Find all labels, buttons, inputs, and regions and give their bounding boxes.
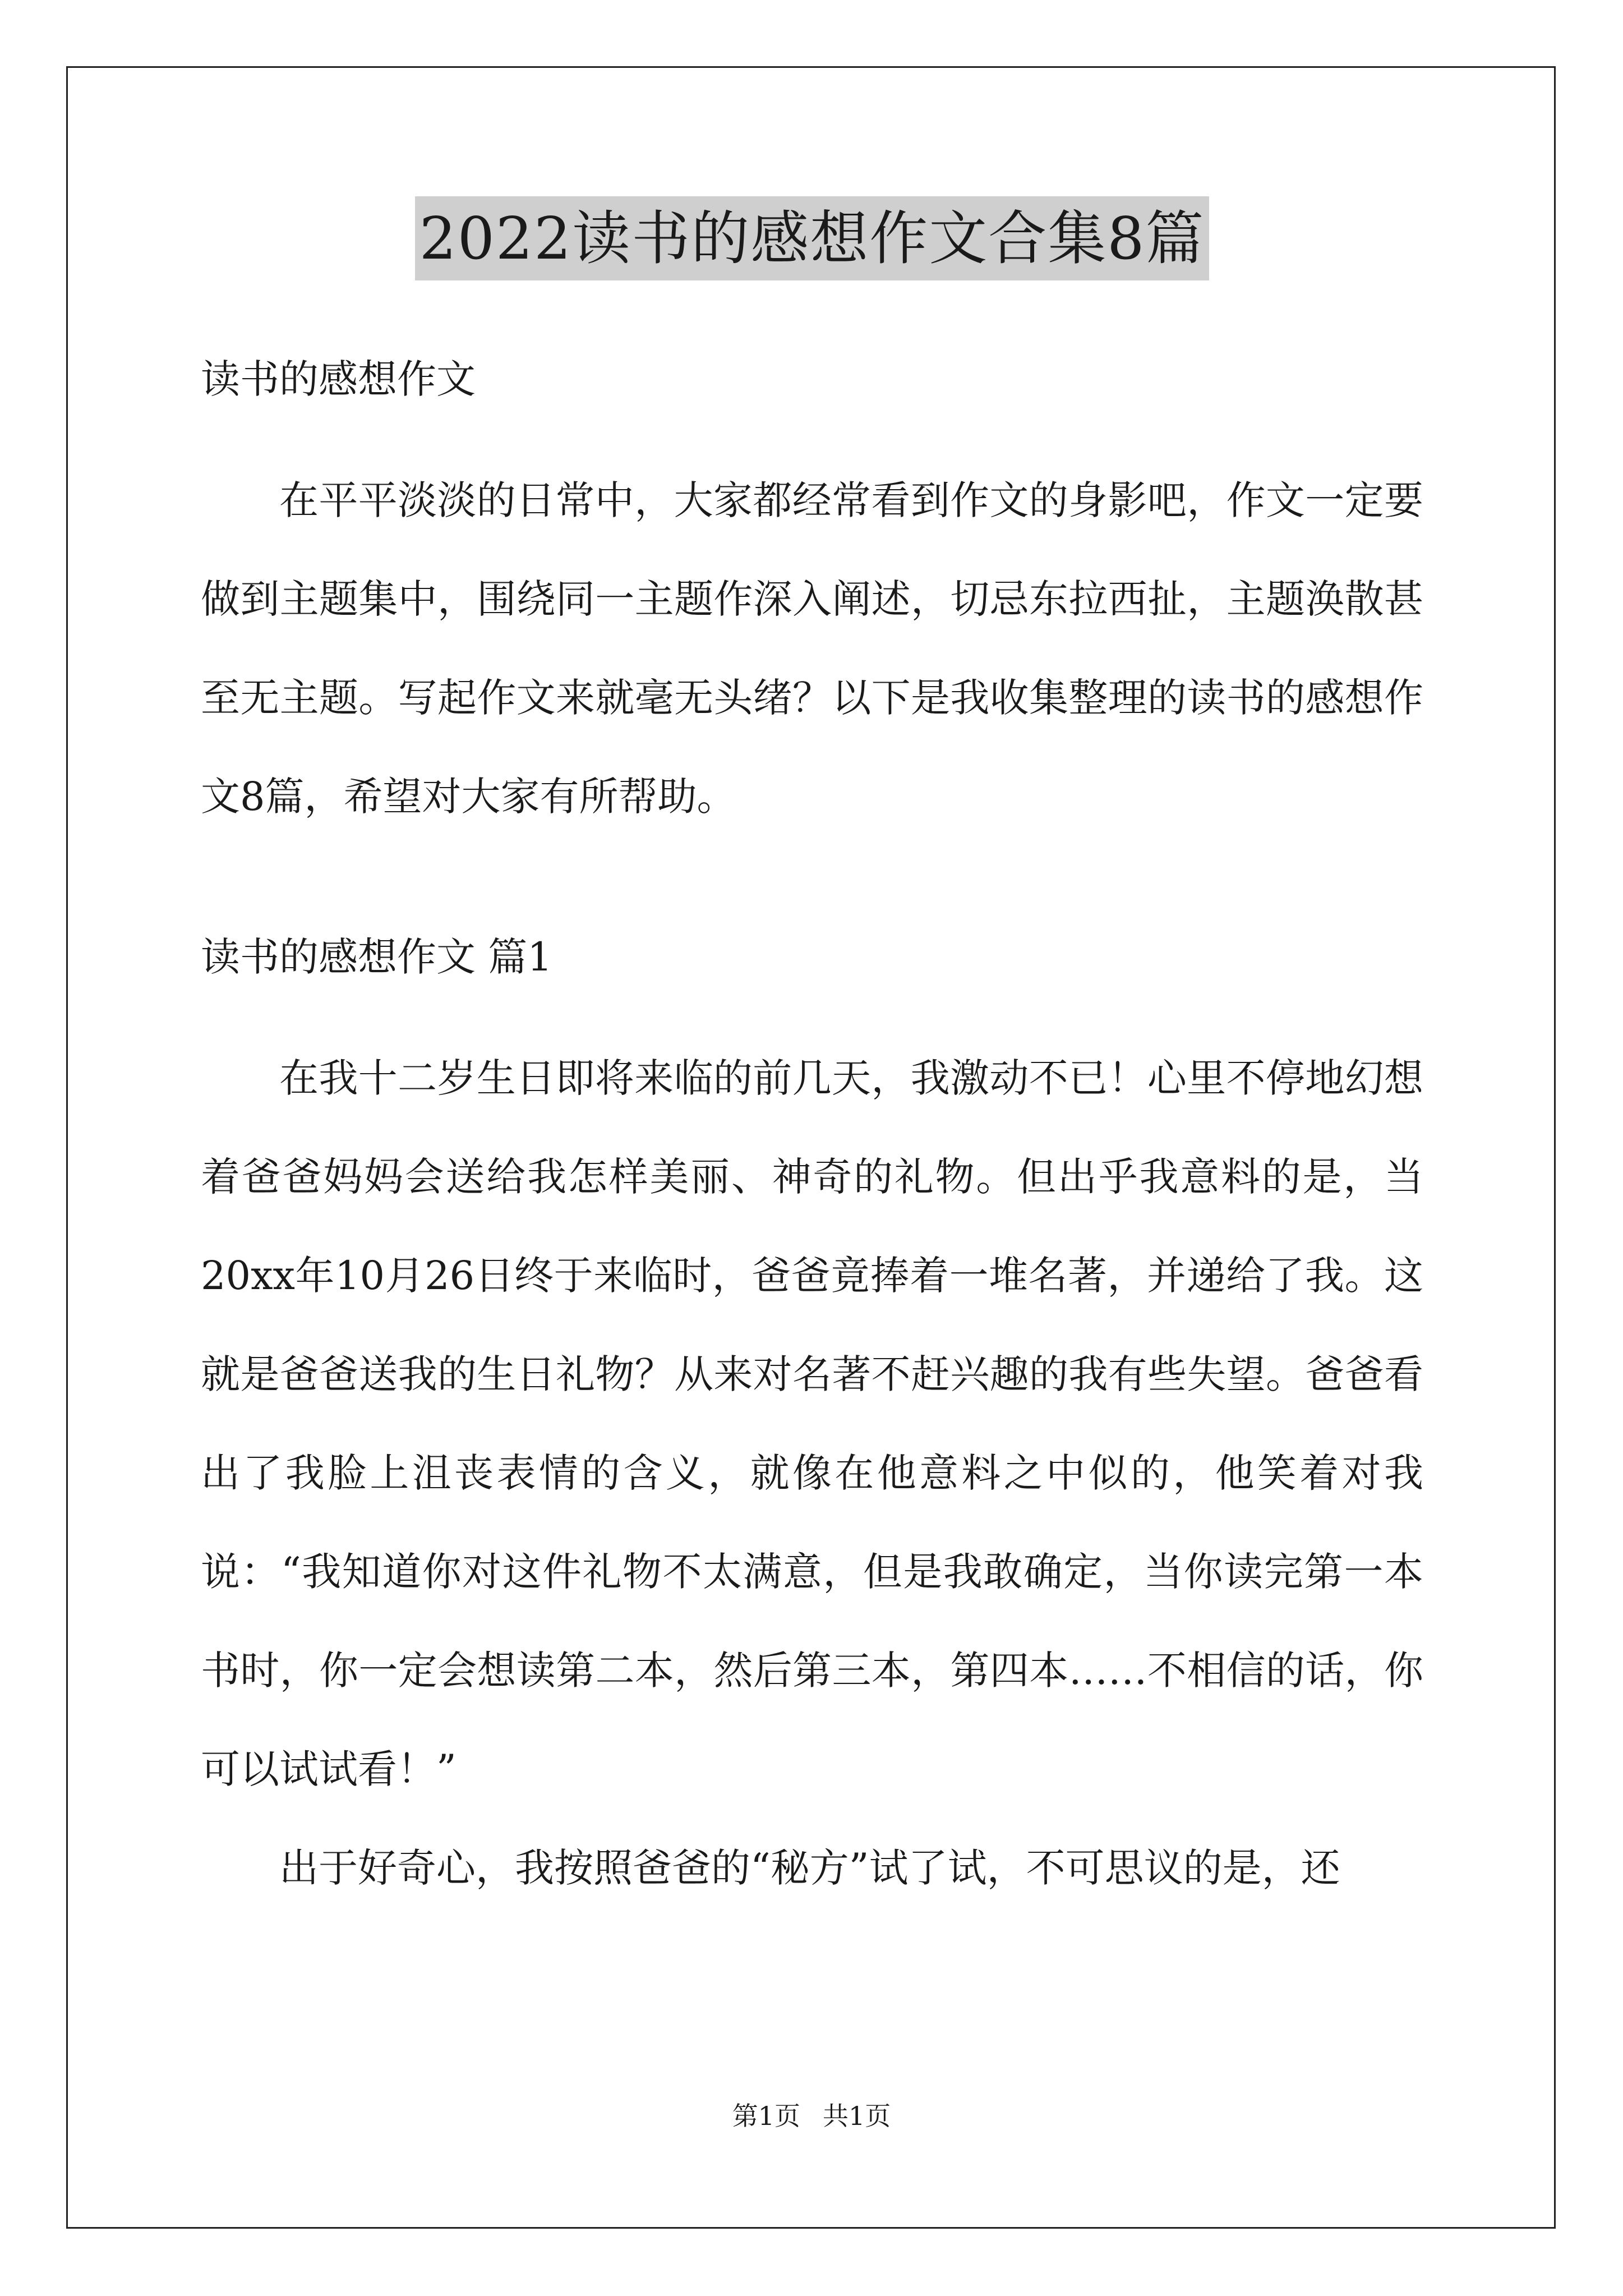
- page-total: 共1页: [823, 2101, 891, 2131]
- section-paragraph: 在我十二岁生日即将来临的前几天，我激动不已！心里不停地幻想着爸爸妈妈会送给我怎样美丽、神奇的礼物。但出乎我意料的是，当20xx年10月26日终于来临时，爸爸竟捧着一堆名著，并递给了我。这就是爸爸送我的生日礼物？从来对名著不赶兴趣的我有些失望。爸爸看出了我脸上沮丧表情的含义，就像在他意料之中似的，他笑着对我说：“我知道你对这件礼物不太满意，但是我敢确定，当你读完第一本书时，你一定会想读第二本，然后第三本，第四本……不相信的话，你可以试试看！”: [201, 1055, 1423, 1792]
- document-title: 2022读书的感想作文合集8篇: [415, 196, 1210, 280]
- intro-heading: 读书的感想作文: [201, 356, 476, 402]
- page-number: 第1页: [732, 2101, 800, 2131]
- page-footer: [0, 2098, 1623, 2134]
- document-body: [201, 196, 1423, 1917]
- section-paragraph: 出于好奇心，我按照爸爸的“秘方”试了试，不可思议的是，还: [279, 1845, 1340, 1891]
- section-spacer: [201, 846, 1423, 930]
- intro-paragraph: 在平平淡淡的日常中，大家都经常看到作文的身影吧，作文一定要做到主题集中，围绕同一主题作深入阐述，切忌东拉西扯，主题涣散甚至无主题。写起作文来就毫无头绪？以下是我收集整理的读书的感想作文8篇，希望对大家有所帮助。: [201, 477, 1423, 820]
- title-wrap: [201, 196, 1423, 280]
- section-heading: 读书的感想作文 篇1: [201, 934, 552, 980]
